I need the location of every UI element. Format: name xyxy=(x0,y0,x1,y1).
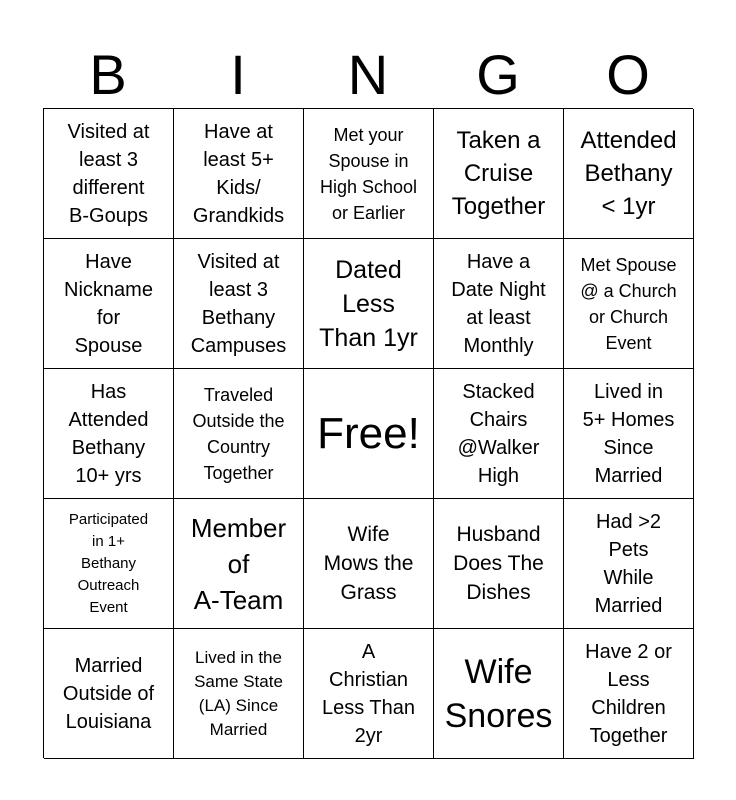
header-letter-o: O xyxy=(606,43,650,106)
bingo-cell-r2c2: Visited at least 3 Bethany Campuses xyxy=(174,239,304,369)
bingo-header xyxy=(43,42,693,108)
header-letter-i: I xyxy=(230,43,246,106)
bingo-cell-r4c2: Member of A-Team xyxy=(174,499,304,629)
bingo-cell-r1c5: Attended Bethany < 1yr xyxy=(564,109,694,239)
bingo-cell-r3c2: Traveled Outside the Country Together xyxy=(174,369,304,499)
bingo-cell-r2c5: Met Spouse @ a Church or Church Event xyxy=(564,239,694,369)
bingo-cell-r4c1: Participated in 1+ Bethany Outreach Event xyxy=(44,499,174,629)
bingo-cell-r5c2: Lived in the Same State (LA) Since Married xyxy=(174,629,304,759)
bingo-cell-r2c1: Have Nickname for Spouse xyxy=(44,239,174,369)
bingo-cell-r1c2: Have at least 5+ Kids/ Grandkids xyxy=(174,109,304,239)
bingo-cell-r5c4: Wife Snores xyxy=(434,629,564,759)
bingo-cell-r5c5: Have 2 or Less Children Together xyxy=(564,629,694,759)
header-letter-g: G xyxy=(476,43,520,106)
bingo-cell-r3c5: Lived in 5+ Homes Since Married xyxy=(564,369,694,499)
bingo-cell-r2c4: Have a Date Night at least Monthly xyxy=(434,239,564,369)
bingo-cell-r4c3: Wife Mows the Grass xyxy=(304,499,434,629)
bingo-cell-r4c4: Husband Does The Dishes xyxy=(434,499,564,629)
bingo-cell-r1c1: Visited at least 3 different B-Goups xyxy=(44,109,174,239)
header-letter-b: B xyxy=(89,43,127,106)
bingo-cell-free: Free! xyxy=(304,369,434,499)
bingo-cell-r5c3: A Christian Less Than 2yr xyxy=(304,629,434,759)
bingo-board xyxy=(43,108,693,758)
bingo-cell-r1c3: Met your Spouse in High School or Earlier xyxy=(304,109,434,239)
bingo-cell-r2c3: Dated Less Than 1yr xyxy=(304,239,434,369)
bingo-cell-r3c4: Stacked Chairs @Walker High xyxy=(434,369,564,499)
bingo-cell-r5c1: Married Outside of Louisiana xyxy=(44,629,174,759)
bingo-cell-r1c4: Taken a Cruise Together xyxy=(434,109,564,239)
header-letter-n: N xyxy=(347,43,389,106)
bingo-cell-r4c5: Had >2 Pets While Married xyxy=(564,499,694,629)
bingo-cell-r3c1: Has Attended Bethany 10+ yrs xyxy=(44,369,174,499)
